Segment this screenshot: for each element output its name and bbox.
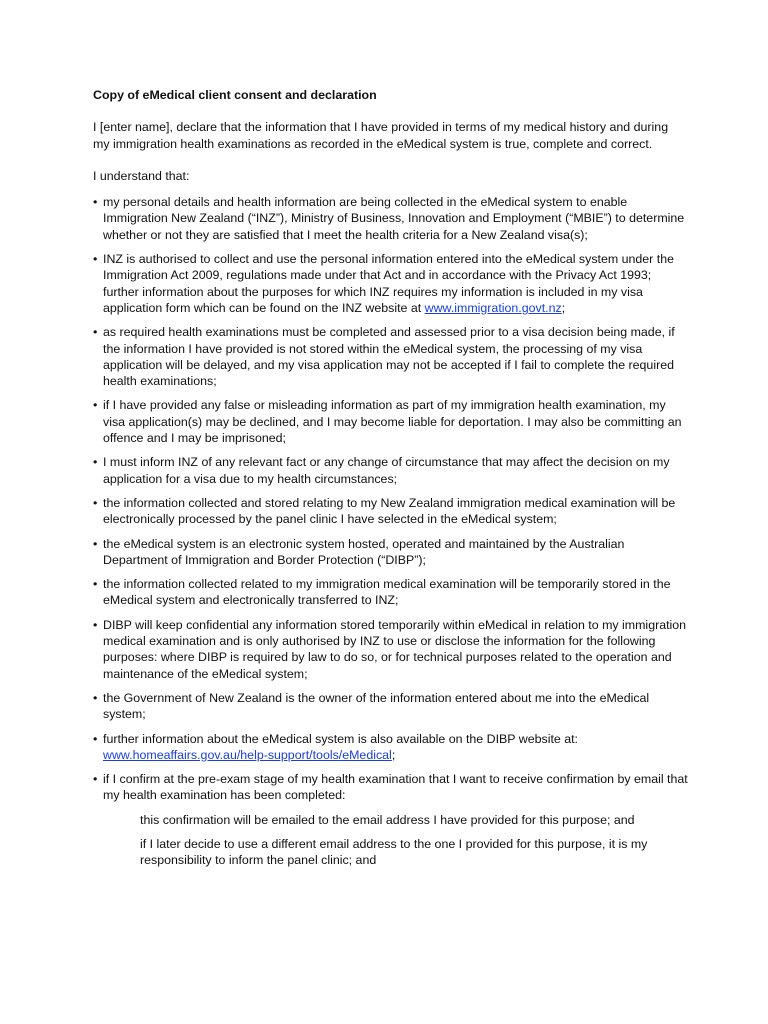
list-item-text: the Government of New Zealand is the owner of the information entered about me into the eMedical system; (103, 690, 650, 722)
list-item-text: the information collected and stored relating to my New Zealand immigration medical examination will be electronically processed by the panel clinic I have selected in the eMedical system; (103, 495, 676, 527)
list-item-text: I must inform INZ of any relevant fact or any change of circumstance that may affect the decision on my application for a visa due to my health circumstances; (103, 455, 670, 486)
bullet-marker: • (93, 536, 98, 551)
list-item (93, 690, 688, 723)
list-item-text: the information collected related to my immigration medical examination will be temporarily stored in the eMedical system and electronically transferred to INZ; (103, 577, 671, 608)
list-item-text: if I have provided any false or misleading information as part of my immigration health examination, my visa application(s) may be declined, and I may become liable for deportation. I may also be committing an offence and I may be imprisoned; (103, 398, 682, 446)
bullet-marker: • (93, 252, 98, 267)
list-item (93, 495, 688, 528)
list-item-text: INZ is authorised to collect and use the personal information entered into the eMedical system under the Immigration Act 2009, regulations made under that Act and in accordance with the Privacy Act 1993; further information about the purposes for which INZ requires my information is included in my visa application form which can be found on the INZ website at (103, 252, 674, 315)
list-item (93, 324, 688, 389)
declaration-paragraph: I [enter name], declare that the information that I have provided in terms of my medical history and during my immigration health examinations as recorded in the eMedical system is true, complete and correct. (93, 120, 669, 151)
bullet-marker: • (93, 772, 98, 787)
list-item (93, 771, 688, 804)
bullet-marker: • (93, 731, 98, 746)
bullet-marker: • (93, 455, 98, 470)
list-item (93, 454, 688, 487)
bullet-marker: • (93, 617, 98, 632)
list-item-text: if I confirm at the pre-exam stage of my health examination that I want to receive confirmation by email that my health examination has been completed: (103, 772, 688, 803)
list-item (93, 731, 688, 764)
list-item-punctuation: ; (391, 747, 396, 762)
list-item-text: the eMedical system is an electronic system hosted, operated and maintained by the Australian Department of Immigration and Border Protection (“DIBP”); (103, 536, 625, 567)
list-item (93, 251, 688, 316)
document-title: Copy of eMedical client consent and declaration (93, 88, 377, 102)
immigration-website-link[interactable]: www.immigration.govt.nz (424, 300, 562, 315)
list-item (93, 576, 688, 609)
understanding-intro: I understand that: (93, 168, 190, 183)
bullet-marker: • (93, 690, 98, 705)
list-item-text: my personal details and health information are being collected in the eMedical system to enable Immigration New Zealand (“INZ”), Ministry of Business, Innovation and Employment (“MBIE”) to determine whether or not they are satisfied that I meet the health criteria for a New Zealand visa(s); (103, 195, 685, 242)
bullet-marker: • (93, 495, 98, 510)
list-item-text: further information about the eMedical system is also available on the DIBP website at: (103, 731, 578, 746)
sub-item: if I later decide to use a different email address to the one I provided for this purpose, it is my responsibility to inform the panel clinic; and (140, 836, 648, 868)
list-item (93, 194, 688, 243)
emedical-website-link[interactable]: www.homeaffairs.gov.au/help-support/tools/eMedical (103, 747, 392, 762)
bullet-marker: • (93, 398, 98, 413)
bullet-marker: • (93, 325, 98, 340)
list-item-text: DIBP will keep confidential any information stored temporarily within eMedical in relation to my immigration medical examination and is only authorised by INZ to use or disclose the information for the following purposes: where DIBP is required by law to do so, or for technical purposes related to the operation and maintenance of the eMedical system; (103, 617, 687, 681)
list-item (93, 397, 688, 446)
bullet-marker: • (93, 195, 98, 210)
list-item-punctuation: ; (561, 300, 566, 315)
list-item-text: as required health examinations must be completed and assessed prior to a visa decision being made, if the information I have provided is not stored within the eMedical system, the processing of my visa application will be delayed, and my visa application may not be accepted if I fail to complete the required health examinations; (103, 325, 675, 389)
understanding-list (93, 194, 688, 804)
list-item (93, 536, 688, 569)
list-item (93, 617, 688, 682)
sub-item: this confirmation will be emailed to the email address I have provided for this purpose; and (140, 812, 635, 827)
bullet-marker: • (93, 577, 98, 592)
